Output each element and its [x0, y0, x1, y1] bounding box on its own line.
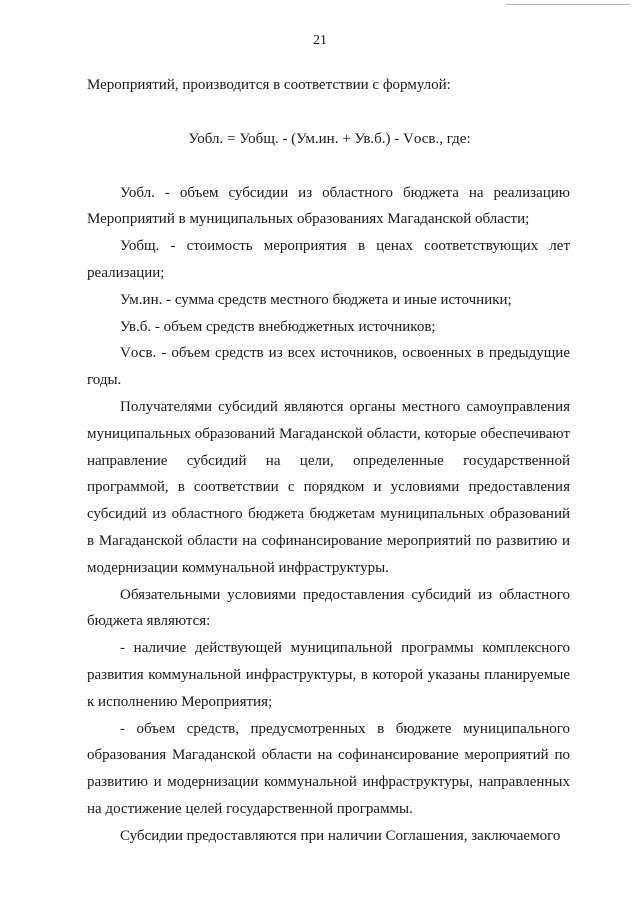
paragraph-agreement: Субсидии предоставляются при наличии Соглашения, заключаемого	[120, 827, 561, 844]
paragraph-intro: Мероприятий, производится в соответствии с формулой:	[87, 77, 451, 93]
page-number: 21	[313, 33, 327, 48]
condition-item-1: - наличие действующей муниципальной программы комплексного развития коммунальной инфраструктуры, в которой указаны планируемые к исполнению Мероприятия;	[87, 640, 570, 710]
condition-item-2: - объем средств, предусмотренных в бюджете муниципального образования Магаданской области на софинансирование мероприятий по развитию и модернизации коммунальной инфраструктуры, направленных на достижение целей государственной программы.	[87, 720, 570, 817]
paragraph-conditions: Обязательными условиями предоставления субсидий из областного бюджета являются:	[87, 586, 570, 630]
definition-uvb: Ув.б. - объем средств внебюджетных источников;	[120, 318, 436, 335]
formula: Уобл. = Уобщ. - (Ум.ин. + Ув.б.) - Vосв., где:	[188, 130, 471, 147]
definition-vosv: Vосв. - объем средств из всех источников, освоенных в предыдущие годы.	[87, 345, 570, 389]
document-body	[87, 72, 570, 850]
paragraph-recipients: Получателями субсидий являются органы местного самоуправления муниципальных образований Магаданской области, которые обеспечивают направление субсидий на цели, определенные государственной программой, в соответствии с порядком и условиями предоставления субсидий из областного бюджета бюджетам муниципальных образований в Магаданской области на софинансирование мероприятий по развитию и модернизации коммунальной инфраструктуры.	[87, 398, 570, 576]
definition-umin: Ум.ин. - сумма средств местного бюджета и иные источники;	[120, 291, 512, 308]
definition-uobsch: Уобщ. - стоимость мероприятия в ценах соответствующих лет реализации;	[87, 238, 570, 281]
top-edge-rule	[506, 4, 630, 5]
definition-uobl: Уобл. - объем субсидии из областного бюджета на реализацию Мероприятий в муниципальных образованиях Магаданской области;	[87, 184, 570, 228]
